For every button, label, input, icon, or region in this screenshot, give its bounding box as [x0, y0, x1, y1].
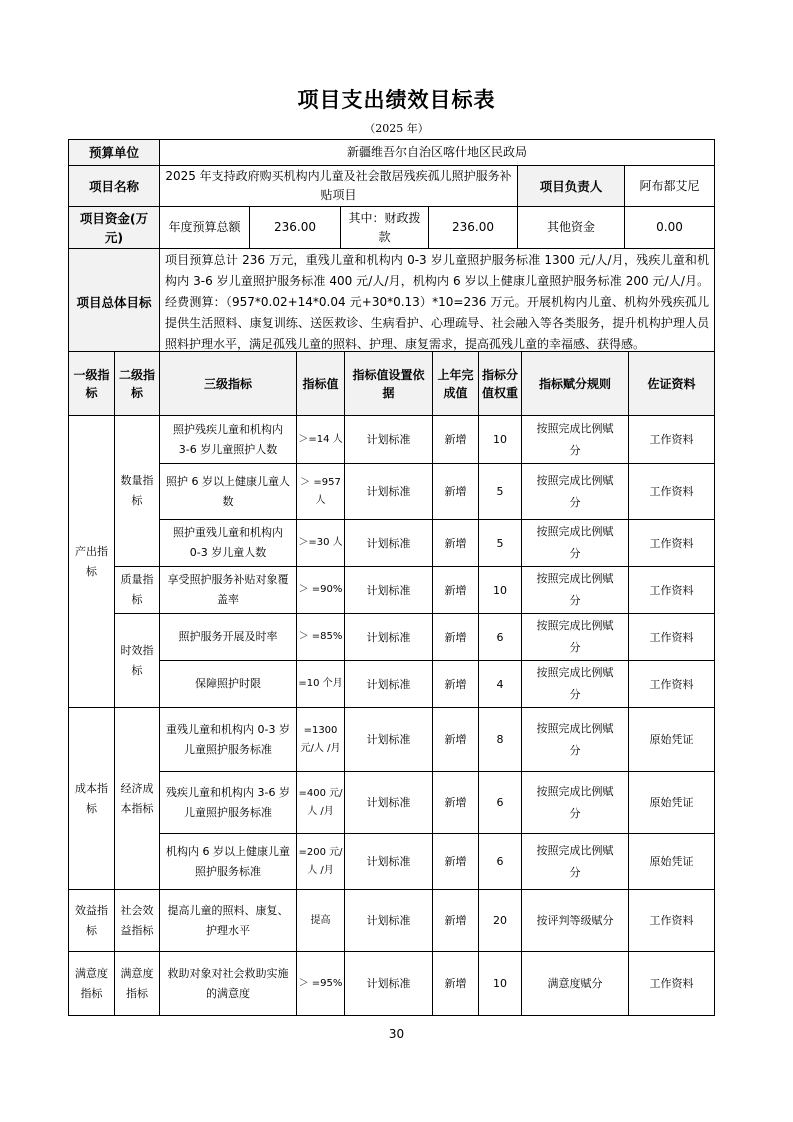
table-row — [69, 834, 715, 890]
table-row — [69, 661, 715, 708]
indicator-weight: 10 — [479, 416, 522, 464]
indicator-value: ＞ =85% — [297, 614, 345, 661]
col-level1: 一级指标 — [69, 352, 115, 416]
col-weight: 指标分值权重 — [479, 352, 522, 416]
fiscal-label: 其中：财政拨款 — [341, 207, 429, 249]
fiscal-value: 236.00 — [429, 207, 518, 249]
table-row — [69, 772, 715, 834]
indicator-last-year: 新增 — [433, 772, 479, 834]
table-row — [69, 567, 715, 614]
indicator-basis: 计划标准 — [345, 708, 433, 772]
indicator-last-year: 新增 — [433, 567, 479, 614]
indicator-name: 照护残疾儿童和机构内 3-6 岁儿童照护人数 — [160, 416, 297, 464]
responsible-label: 项目负责人 — [518, 166, 625, 207]
indicator-last-year: 新增 — [433, 890, 479, 952]
unit-value: 新疆维吾尔自治区喀什地区民政局 — [160, 140, 715, 166]
indicator-rule: 按照完成比例赋分 — [522, 464, 629, 520]
group-satisfaction-sub: 满意度指标 — [115, 952, 160, 1016]
indicator-rule: 按评判等级赋分 — [522, 890, 629, 952]
indicator-name: 救助对象对社会救助实施的满意度 — [160, 952, 297, 1016]
indicator-name: 照护服务开展及时率 — [160, 614, 297, 661]
col-rule: 指标赋分规则 — [522, 352, 629, 416]
indicator-evidence: 原始凭证 — [629, 772, 715, 834]
table-row — [69, 890, 715, 952]
project-info-table — [68, 139, 715, 357]
table-row — [69, 464, 715, 520]
group-quantity: 数量指标 — [115, 416, 160, 567]
indicator-value: ＞ =957 人 — [297, 464, 345, 520]
overall-goal-value: 项目预算总计 236 万元，重残儿童和机构内 0-3 岁儿童照护服务标准 1300 元/人/月，残疾儿童和机构内 3-6 岁儿童照护服务标准 400 元/人/月，机构内 6 岁以上健康儿童照护服务标准 200 元/人/月。经费测算：（957*0.02+14*0.04 元+30*0.13）*10=236 万元。开展机构内儿童、机构外残疾孤儿提供生活照料、康复训练、送医救诊、生病看护、心理疏导、社会融入等各类服务，提升机构护理人员照料护理水平，满足孤残儿童的照料、护理、康复需求，提高孤残儿童的幸福感、获得感。 — [160, 249, 715, 357]
group-cost: 成本指标 — [69, 708, 115, 890]
indicator-weight: 6 — [479, 772, 522, 834]
indicator-evidence: 工作资料 — [629, 661, 715, 708]
indicator-weight: 5 — [479, 520, 522, 567]
indicator-value: ＞ =95% — [297, 952, 345, 1016]
project-name-value: 2025 年支持政府购买机构内儿童及社会散居残疾孤儿照护服务补贴项目 — [160, 166, 518, 207]
group-economic-cost: 经济成本指标 — [115, 708, 160, 890]
indicator-evidence: 工作资料 — [629, 520, 715, 567]
indicator-table — [68, 351, 715, 1016]
indicator-evidence: 工作资料 — [629, 952, 715, 1016]
indicator-rule: 按照完成比例赋分 — [522, 661, 629, 708]
indicator-weight: 6 — [479, 834, 522, 890]
indicator-basis: 计划标准 — [345, 416, 433, 464]
col-level3: 三级指标 — [160, 352, 297, 416]
indicator-rule: 按照完成比例赋分 — [522, 614, 629, 661]
overall-goal-label: 项目总体目标 — [69, 249, 160, 357]
indicator-name: 重残儿童和机构内 0-3 岁儿童照护服务标准 — [160, 708, 297, 772]
indicator-last-year: 新增 — [433, 952, 479, 1016]
indicator-name: 照护重残儿童和机构内 0-3 岁儿童人数 — [160, 520, 297, 567]
annual-budget-value: 236.00 — [250, 207, 341, 249]
indicator-value: 提高 — [297, 890, 345, 952]
indicator-value: =200 元/人 /月 — [297, 834, 345, 890]
indicator-value: =10 个月 — [297, 661, 345, 708]
indicator-name: 保障照护时限 — [160, 661, 297, 708]
group-quality: 质量指标 — [115, 567, 160, 614]
indicator-weight: 6 — [479, 614, 522, 661]
group-timeliness: 时效指标 — [115, 614, 160, 708]
indicator-basis: 计划标准 — [345, 772, 433, 834]
indicator-last-year: 新增 — [433, 614, 479, 661]
group-benefit: 效益指标 — [69, 890, 115, 952]
indicator-rule: 按照完成比例赋分 — [522, 520, 629, 567]
indicator-basis: 计划标准 — [345, 520, 433, 567]
indicator-value: ＞=14 人 — [297, 416, 345, 464]
indicator-last-year: 新增 — [433, 661, 479, 708]
indicator-value: =1300 元/人 /月 — [297, 708, 345, 772]
unit-label: 预算单位 — [69, 140, 160, 166]
indicator-last-year: 新增 — [433, 520, 479, 567]
table-row — [69, 614, 715, 661]
indicator-weight: 10 — [479, 952, 522, 1016]
indicator-basis: 计划标准 — [345, 464, 433, 520]
group-satisfaction: 满意度指标 — [69, 952, 115, 1016]
other-funds-value: 0.00 — [625, 207, 715, 249]
indicator-evidence: 工作资料 — [629, 416, 715, 464]
indicator-name: 照护 6 岁以上健康儿童人数 — [160, 464, 297, 520]
indicator-evidence: 工作资料 — [629, 464, 715, 520]
indicator-last-year: 新增 — [433, 708, 479, 772]
indicator-evidence: 工作资料 — [629, 567, 715, 614]
table-row — [69, 708, 715, 772]
page-title: 项目支出绩效目标表 — [297, 88, 496, 112]
indicator-weight: 8 — [479, 708, 522, 772]
indicator-evidence: 原始凭证 — [629, 834, 715, 890]
annual-budget-label: 年度预算总额 — [160, 207, 250, 249]
indicator-basis: 计划标准 — [345, 614, 433, 661]
indicator-last-year: 新增 — [433, 416, 479, 464]
indicator-last-year: 新增 — [433, 834, 479, 890]
group-social-benefit: 社会效益指标 — [115, 890, 160, 952]
indicator-rule: 按照完成比例赋分 — [522, 708, 629, 772]
funds-label: 项目资金(万元) — [69, 207, 160, 249]
indicator-weight: 4 — [479, 661, 522, 708]
table-row — [69, 416, 715, 464]
indicator-name: 享受照护服务补贴对象覆盖率 — [160, 567, 297, 614]
indicator-basis: 计划标准 — [345, 567, 433, 614]
indicator-name: 提高儿童的照料、康复、护理水平 — [160, 890, 297, 952]
indicator-basis: 计划标准 — [345, 890, 433, 952]
indicator-rule: 按照完成比例赋分 — [522, 567, 629, 614]
indicator-name: 残疾儿童和机构内 3-6 岁儿童照护服务标准 — [160, 772, 297, 834]
indicator-weight: 10 — [479, 567, 522, 614]
indicator-basis: 计划标准 — [345, 834, 433, 890]
indicator-value: ＞ =90% — [297, 567, 345, 614]
indicator-rule: 按照完成比例赋分 — [522, 834, 629, 890]
col-last-year: 上年完成值 — [433, 352, 479, 416]
responsible-value: 阿布都艾尼 — [625, 166, 715, 207]
indicator-evidence: 原始凭证 — [629, 708, 715, 772]
table-row — [69, 952, 715, 1016]
indicator-value: =400 元/人 /月 — [297, 772, 345, 834]
indicator-evidence: 工作资料 — [629, 890, 715, 952]
page-number: 30 — [388, 1027, 405, 1041]
indicator-weight: 5 — [479, 464, 522, 520]
indicator-basis: 计划标准 — [345, 952, 433, 1016]
other-funds-label: 其他资金 — [518, 207, 625, 249]
indicator-basis: 计划标准 — [345, 661, 433, 708]
indicator-rule: 满意度赋分 — [522, 952, 629, 1016]
indicator-last-year: 新增 — [433, 464, 479, 520]
indicator-name: 机构内 6 岁以上健康儿童照护服务标准 — [160, 834, 297, 890]
col-value: 指标值 — [297, 352, 345, 416]
project-name-label: 项目名称 — [69, 166, 160, 207]
indicator-weight: 20 — [479, 890, 522, 952]
col-basis: 指标值设置依据 — [345, 352, 433, 416]
col-level2: 二级指标 — [115, 352, 160, 416]
year-label: （2025 年） — [364, 122, 429, 135]
indicator-evidence: 工作资料 — [629, 614, 715, 661]
indicator-rule: 按照完成比例赋分 — [522, 772, 629, 834]
col-evidence: 佐证资料 — [629, 352, 715, 416]
group-output: 产出指标 — [69, 416, 115, 708]
table-row — [69, 520, 715, 567]
indicator-value: ＞=30 人 — [297, 520, 345, 567]
indicator-rule: 按照完成比例赋分 — [522, 416, 629, 464]
